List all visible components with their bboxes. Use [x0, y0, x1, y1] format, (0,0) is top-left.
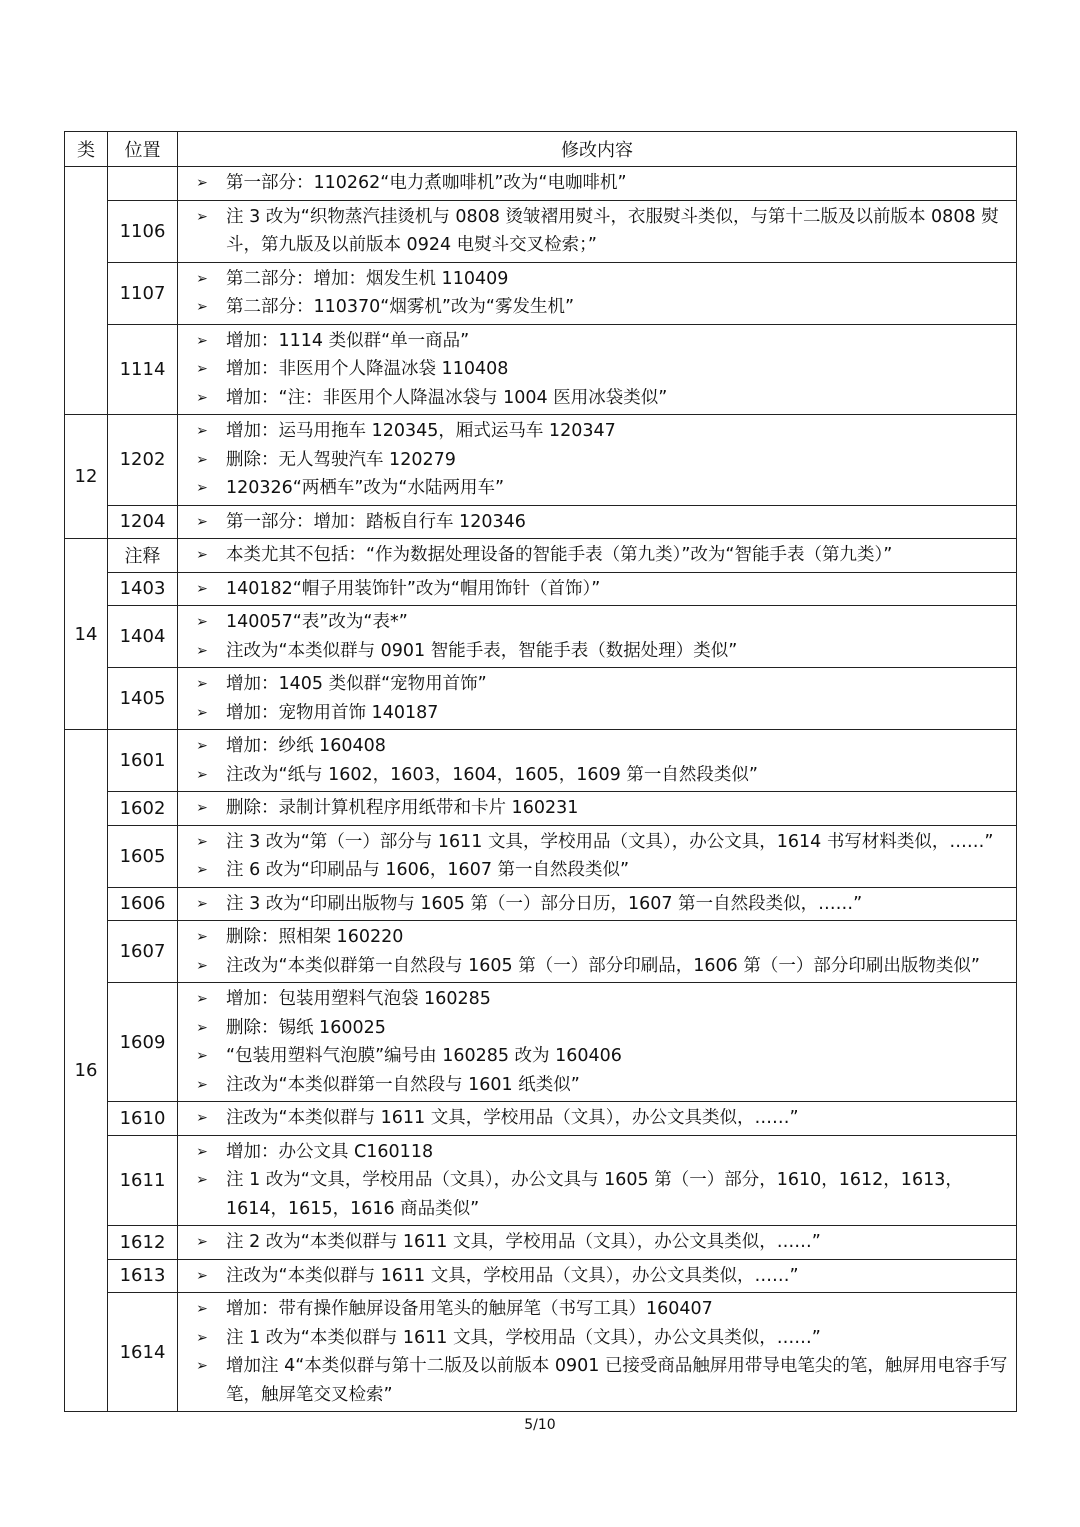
list-item	[178, 670, 1008, 699]
content-cell	[178, 983, 1017, 1102]
arrow-bullet-icon: ➢	[196, 704, 208, 721]
position-cell	[108, 167, 178, 201]
header-class: 类	[65, 132, 108, 167]
table-row	[65, 825, 1017, 887]
item-text: 120326“两栖车”改为“水陆两用车”	[226, 478, 505, 498]
table-row	[65, 167, 1017, 201]
header-position: 位置	[108, 132, 178, 167]
arrow-bullet-icon: ➢	[196, 1076, 208, 1093]
item-text: 删除：录制计算机程序用纸带和卡片 160231	[226, 798, 579, 818]
item-text: 删除：照相架 160220	[226, 927, 404, 947]
arrow-bullet-icon: ➢	[196, 513, 208, 530]
position-cell: 1404	[108, 606, 178, 668]
list-item	[178, 1352, 1008, 1409]
list-item	[178, 1295, 1008, 1324]
arrow-bullet-icon: ➢	[196, 862, 208, 878]
class-cell	[65, 167, 108, 415]
table-row	[65, 1226, 1017, 1260]
list-item	[178, 327, 1008, 356]
arrow-bullet-icon: ➢	[196, 332, 208, 349]
item-text: 第一部分：增加：踏板自行车 120346	[226, 511, 526, 532]
arrow-bullet-icon: ➢	[196, 929, 208, 945]
list-item	[178, 890, 1008, 919]
arrow-bullet-icon: ➢	[196, 1143, 208, 1160]
content-cell	[178, 572, 1017, 606]
list-item	[178, 637, 1008, 666]
position-cell: 1403	[108, 572, 178, 606]
arrow-bullet-icon: ➢	[196, 451, 208, 468]
table-row	[65, 324, 1017, 415]
position-cell: 1602	[108, 792, 178, 826]
arrow-bullet-icon: ➢	[196, 1329, 208, 1346]
arrow-bullet-icon: ➢	[196, 957, 208, 974]
arrow-bullet-icon: ➢	[196, 991, 208, 1007]
content-cell	[178, 668, 1017, 730]
table-row	[65, 606, 1017, 668]
list-item	[178, 828, 1008, 857]
list-item	[178, 985, 1008, 1014]
arrow-bullet-icon: ➢	[196, 1358, 208, 1374]
arrow-bullet-icon: ➢	[196, 270, 208, 287]
content-cell	[178, 1102, 1017, 1136]
item-text: 增加注 4“本类似群与第十二版及以前版本 0901 已接受商品触屏用带导电笔尖的笔，触屏用电容手写笔，触屏笔交叉检索”	[226, 1356, 1008, 1405]
table-row	[65, 415, 1017, 506]
class-cell: 16	[65, 730, 108, 1412]
position-cell: 1202	[108, 415, 178, 506]
arrow-bullet-icon: ➢	[196, 1019, 208, 1036]
item-text: 注改为“本类似群第一自然段与 1601 纸类似”	[226, 1074, 580, 1095]
content-cell	[178, 730, 1017, 792]
list-item	[178, 169, 1008, 198]
arrow-bullet-icon: ➢	[196, 389, 208, 406]
list-item	[178, 1228, 1008, 1257]
page-number: 5/10	[524, 1417, 556, 1433]
position-cell: 1612	[108, 1226, 178, 1260]
table-row	[65, 1259, 1017, 1293]
item-text: 第一部分：110262“电力煮咖啡机”改为“电咖啡机”	[226, 173, 627, 193]
list-item	[178, 355, 1008, 384]
item-text: 增加：运马用拖车 120345，厢式运马车 120347	[226, 421, 616, 441]
item-text: 140182“帽子用装饰针”改为“帽用饰针（首饰）”	[226, 578, 601, 599]
content-cell	[178, 606, 1017, 668]
arrow-bullet-icon: ➢	[196, 676, 208, 692]
item-text: 注改为“本类似群与 1611 文具，学校用品（文具），办公文具类似，……”	[226, 1265, 799, 1286]
item-text: 注改为“本类似群第一自然段与 1605 第（一）部分印刷品，1606 第（一）部分印刷出版物类似”	[226, 955, 980, 976]
list-item	[178, 203, 1008, 260]
content-cell	[178, 505, 1017, 539]
table-row	[65, 921, 1017, 983]
position-cell: 1611	[108, 1135, 178, 1226]
arrow-bullet-icon: ➢	[196, 1048, 208, 1064]
list-item	[178, 1071, 1008, 1100]
arrow-bullet-icon: ➢	[196, 1267, 208, 1284]
list-item	[178, 1262, 1008, 1291]
list-item	[178, 1014, 1008, 1043]
table-row	[65, 539, 1017, 573]
table-row	[65, 792, 1017, 826]
item-text: 删除：锡纸 160025	[226, 1017, 386, 1038]
arrow-bullet-icon: ➢	[196, 208, 208, 225]
item-text: 增加：带有操作触屏设备用笔头的触屏笔（书写工具）160407	[226, 1299, 713, 1319]
class-cell: 12	[65, 415, 108, 539]
content-cell	[178, 1135, 1017, 1226]
arrow-bullet-icon: ➢	[196, 175, 208, 191]
content-cell	[178, 539, 1017, 573]
arrow-bullet-icon: ➢	[196, 361, 208, 377]
item-text: 增加：1405 类似群“宠物用首饰”	[226, 674, 487, 694]
content-cell	[178, 792, 1017, 826]
list-item	[178, 293, 1008, 322]
content-cell	[178, 200, 1017, 262]
arrow-bullet-icon: ➢	[196, 738, 208, 754]
list-item	[178, 417, 1008, 446]
list-item	[178, 1166, 1008, 1223]
item-text: 增加：包装用塑料气泡袋 160285	[226, 989, 491, 1009]
item-text: 注 6 改为“印刷品与 1606，1607 第一自然段类似”	[226, 860, 630, 880]
list-item	[178, 1104, 1008, 1133]
item-text: 注改为“本类似群与 1611 文具，学校用品（文具），办公文具类似，……”	[226, 1108, 799, 1128]
item-text: 增加：纱纸 160408	[226, 736, 386, 756]
arrow-bullet-icon: ➢	[196, 423, 208, 439]
class-cell: 14	[65, 539, 108, 730]
table-row	[65, 200, 1017, 262]
list-item	[178, 541, 1008, 570]
arrow-bullet-icon: ➢	[196, 614, 208, 630]
position-cell: 1605	[108, 825, 178, 887]
item-text: “包装用塑料气泡膜”编号由 160285 改为 160406	[226, 1046, 622, 1066]
arrow-bullet-icon: ➢	[196, 642, 208, 659]
table-row	[65, 505, 1017, 539]
item-text: 第二部分：增加：烟发生机 110409	[226, 268, 509, 289]
item-text: 注 1 改为“文具，学校用品（文具），办公文具与 1605 第（一）部分，1610，1612，1613，1614，1615，1616 商品类似”	[226, 1170, 963, 1219]
content-cell	[178, 1226, 1017, 1260]
list-item	[178, 508, 1008, 537]
content-cell	[178, 825, 1017, 887]
item-text: 本类尤其不包括：“作为数据处理设备的智能手表（第九类）”改为“智能手表（第九类）”	[226, 545, 893, 565]
list-item	[178, 1138, 1008, 1167]
content-cell	[178, 1259, 1017, 1293]
header-content: 修改内容	[178, 132, 1017, 167]
item-text: 增加：办公文具 C160118	[226, 1141, 434, 1162]
position-cell: 1601	[108, 730, 178, 792]
table-row	[65, 668, 1017, 730]
position-cell: 注释	[108, 539, 178, 573]
arrow-bullet-icon: ➢	[196, 1172, 208, 1188]
position-cell: 1204	[108, 505, 178, 539]
list-item	[178, 952, 1008, 981]
table-row	[65, 983, 1017, 1102]
content-cell	[178, 921, 1017, 983]
arrow-bullet-icon: ➢	[196, 480, 208, 496]
content-cell	[178, 167, 1017, 201]
content-cell	[178, 1293, 1017, 1412]
content-cell	[178, 887, 1017, 921]
content-cell	[178, 262, 1017, 324]
position-cell: 1107	[108, 262, 178, 324]
position-cell: 1405	[108, 668, 178, 730]
table-row	[65, 572, 1017, 606]
table-row	[65, 1293, 1017, 1412]
item-text: 140057“表”改为“表*”	[226, 612, 408, 632]
item-text: 增加：“注：非医用个人降温冰袋与 1004 医用冰袋类似”	[226, 387, 668, 408]
item-text: 增加：宠物用首饰 140187	[226, 702, 439, 723]
table-body	[65, 167, 1017, 1412]
arrow-bullet-icon: ➢	[196, 580, 208, 597]
arrow-bullet-icon: ➢	[196, 833, 208, 850]
table-header-row	[65, 132, 1017, 167]
list-item	[178, 384, 1008, 413]
table-row	[65, 730, 1017, 792]
position-cell: 1106	[108, 200, 178, 262]
position-cell: 1613	[108, 1259, 178, 1293]
position-cell: 1610	[108, 1102, 178, 1136]
list-item	[178, 1042, 1008, 1071]
item-text: 增加：非医用个人降温冰袋 110408	[226, 359, 509, 379]
list-item	[178, 761, 1008, 790]
list-item	[178, 923, 1008, 952]
arrow-bullet-icon: ➢	[196, 1301, 208, 1317]
arrow-bullet-icon: ➢	[196, 766, 208, 783]
list-item	[178, 732, 1008, 761]
item-text: 增加：1114 类似群“单一商品”	[226, 330, 470, 351]
table-row	[65, 1102, 1017, 1136]
list-item	[178, 1324, 1008, 1353]
list-item	[178, 794, 1008, 823]
item-text: 第二部分：110370“烟雾机”改为“雾发生机”	[226, 297, 575, 317]
item-text: 注 3 改为“织物蒸汽挂烫机与 0808 烫皱褶用熨斗，衣服熨斗类似，与第十二版及以前版本 0808 熨斗，第九版及以前版本 0924 电熨斗交叉检索；”	[226, 206, 999, 255]
item-text: 注改为“本类似群与 0901 智能手表，智能手表（数据处理）类似”	[226, 640, 738, 661]
arrow-bullet-icon: ➢	[196, 1234, 208, 1250]
revision-table	[64, 131, 1017, 1412]
table-row	[65, 1135, 1017, 1226]
content-cell	[178, 415, 1017, 506]
item-text: 删除：无人驾驶汽车 120279	[226, 449, 456, 470]
item-text: 注 1 改为“本类似群与 1611 文具，学校用品（文具），办公文具类似，……”	[226, 1327, 821, 1348]
position-cell: 1114	[108, 324, 178, 415]
arrow-bullet-icon: ➢	[196, 895, 208, 912]
position-cell: 1607	[108, 921, 178, 983]
list-item	[178, 265, 1008, 294]
arrow-bullet-icon: ➢	[196, 299, 208, 315]
position-cell: 1614	[108, 1293, 178, 1412]
item-text: 注 3 改为“印刷出版物与 1605 第（一）部分日历，1607 第一自然段类似，……”	[226, 893, 863, 914]
list-item	[178, 575, 1008, 604]
position-cell: 1606	[108, 887, 178, 921]
table-row	[65, 262, 1017, 324]
list-item	[178, 446, 1008, 475]
content-cell	[178, 324, 1017, 415]
item-text: 注 2 改为“本类似群与 1611 文具，学校用品（文具），办公文具类似，……”	[226, 1232, 821, 1252]
list-item	[178, 474, 1008, 503]
table-row	[65, 887, 1017, 921]
arrow-bullet-icon: ➢	[196, 800, 208, 816]
list-item	[178, 856, 1008, 885]
item-text: 注 3 改为“第（一）部分与 1611 文具，学校用品（文具），办公文具，1614 书写材料类似，……”	[226, 831, 994, 852]
list-item	[178, 699, 1008, 728]
item-text: 注改为“纸与 1602，1603，1604，1605，1609 第一自然段类似”	[226, 764, 758, 785]
arrow-bullet-icon: ➢	[196, 1110, 208, 1126]
list-item	[178, 608, 1008, 637]
position-cell: 1609	[108, 983, 178, 1102]
arrow-bullet-icon: ➢	[196, 547, 208, 563]
